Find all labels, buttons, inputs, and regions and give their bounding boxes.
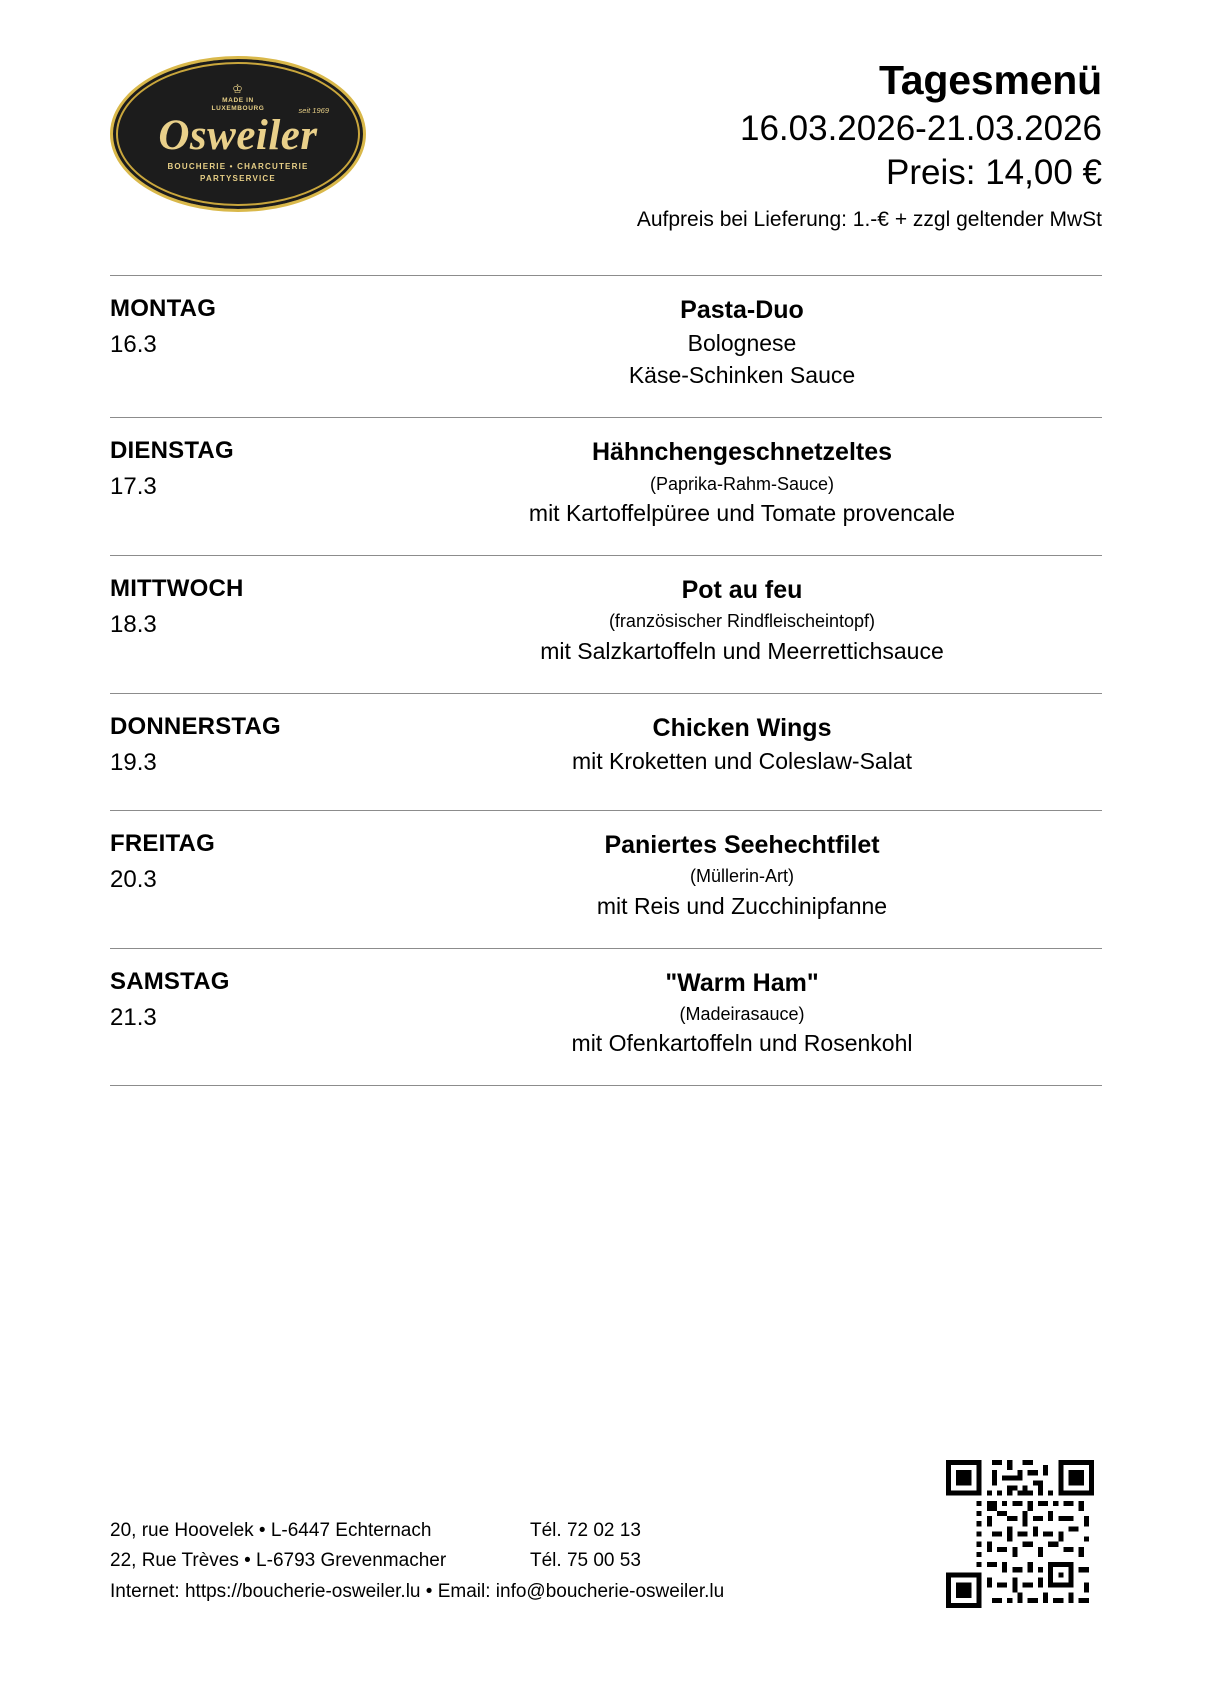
- dish-column: [410, 967, 1102, 1060]
- dish-title: "Warm Ham": [665, 968, 819, 997]
- crown-icon: ♔: [232, 81, 244, 96]
- day-date: 19.3: [110, 748, 157, 776]
- day-column: [110, 436, 410, 504]
- menu-list: [110, 275, 1102, 1086]
- address-line-2: [110, 1546, 724, 1577]
- dish-title: Pot au feu: [681, 575, 803, 604]
- dish-title: Hähnchengeschnetzeltes: [591, 438, 893, 467]
- dish-note: (Madeirasauce): [679, 1004, 805, 1025]
- logo-subtitle-line1: BOUCHERIE • CHARCUTERIE: [167, 162, 309, 172]
- menu-row: [110, 276, 1102, 417]
- page-title: Tagesmenü: [879, 57, 1102, 103]
- dish-line-2: Bolognese: [687, 329, 797, 356]
- dish-note: (französischer Rindfleischeintopf): [608, 611, 876, 632]
- logo: [110, 48, 370, 212]
- logo-subtitle: [167, 161, 308, 185]
- dish-title: Chicken Wings: [652, 713, 832, 742]
- delivery-surcharge-note: Aufpreis bei Lieferung: 1.-€ + zzgl geltender MwSt: [636, 207, 1102, 231]
- dish-column: [410, 294, 1102, 391]
- dish-column: [410, 436, 1102, 529]
- phone-echternach: Tél. 72 02 13: [530, 1519, 641, 1541]
- dish-note: (Paprika-Rahm-Sauce): [649, 473, 835, 494]
- dish-title: Pasta-Duo: [680, 296, 804, 325]
- day-date: 16.3: [110, 331, 157, 359]
- day-name: FREITAG: [110, 829, 215, 857]
- day-name: DIENSTAG: [110, 437, 234, 465]
- header-text-block: [370, 48, 1102, 233]
- logo-subtitle-line2: PARTYSERVICE: [200, 174, 276, 184]
- day-date: 17.3: [110, 473, 157, 501]
- dish-note: (Müllerin-Art): [689, 866, 794, 887]
- menu-row: [110, 556, 1102, 693]
- dish-line-2: mit Kartoffelpüree und Tomate provencale: [528, 499, 956, 526]
- day-column: [110, 294, 410, 362]
- menu-row: [110, 811, 1102, 948]
- day-date: 18.3: [110, 610, 157, 638]
- contact-line: Internet: https://boucherie-osweiler.lu • Email: info@boucherie-osweiler.lu: [110, 1581, 725, 1603]
- day-column: [110, 967, 410, 1035]
- divider: [110, 1085, 1102, 1086]
- day-name: DONNERSTAG: [110, 712, 281, 740]
- logo-made-in-line2: LUXEMBOURG: [211, 105, 265, 112]
- dish-column: [410, 574, 1102, 667]
- dish-line-2: mit Reis und Zucchinipfanne: [596, 892, 888, 919]
- day-date: 21.3: [110, 1003, 157, 1031]
- address-grevenmacher: 22, Rue Trèves • L-6793 Grevenmacher: [110, 1550, 447, 1572]
- dish-line-3: Käse-Schinken Sauce: [628, 361, 856, 388]
- logo-made-in: [212, 97, 265, 113]
- menu-row: [110, 949, 1102, 1086]
- dish-column: [410, 829, 1102, 922]
- page-header: [110, 0, 1102, 233]
- logo-brand-name: Osweiler: [158, 112, 318, 160]
- dish-line-2: mit Kroketten und Coleslaw-Salat: [571, 748, 913, 775]
- phone-grevenmacher: Tél. 75 00 53: [530, 1550, 641, 1572]
- dish-line-2: mit Salzkartoffeln und Meerrettichsauce: [540, 637, 944, 664]
- menu-row: [110, 418, 1102, 555]
- price: Preis: 14,00 €: [886, 152, 1102, 192]
- address-echternach: 20, rue Hoovelek • L-6447 Echternach: [110, 1519, 432, 1541]
- dish-line-2: mit Ofenkartoffeln und Rosenkohl: [571, 1030, 913, 1057]
- day-column: [110, 829, 410, 897]
- menu-row: [110, 694, 1102, 810]
- dish-column: [410, 712, 1102, 778]
- day-column: [110, 712, 410, 780]
- page-footer: [110, 1460, 1102, 1608]
- day-date: 20.3: [110, 865, 157, 893]
- logo-seit: seit 1969: [298, 106, 329, 115]
- day-name: MITTWOCH: [110, 574, 244, 602]
- logo-oval: [110, 56, 366, 212]
- day-name: SAMSTAG: [110, 967, 230, 995]
- qr-code-icon: [946, 1460, 1094, 1608]
- day-column: [110, 574, 410, 642]
- address-line-1: [110, 1516, 724, 1547]
- date-range: 16.03.2026-21.03.2026: [740, 108, 1102, 148]
- logo-made-in-line1: MADE IN: [222, 96, 254, 104]
- address-block: [110, 1516, 724, 1608]
- day-name: MONTAG: [110, 295, 217, 323]
- dish-title: Paniertes Seehechtfilet: [604, 830, 880, 859]
